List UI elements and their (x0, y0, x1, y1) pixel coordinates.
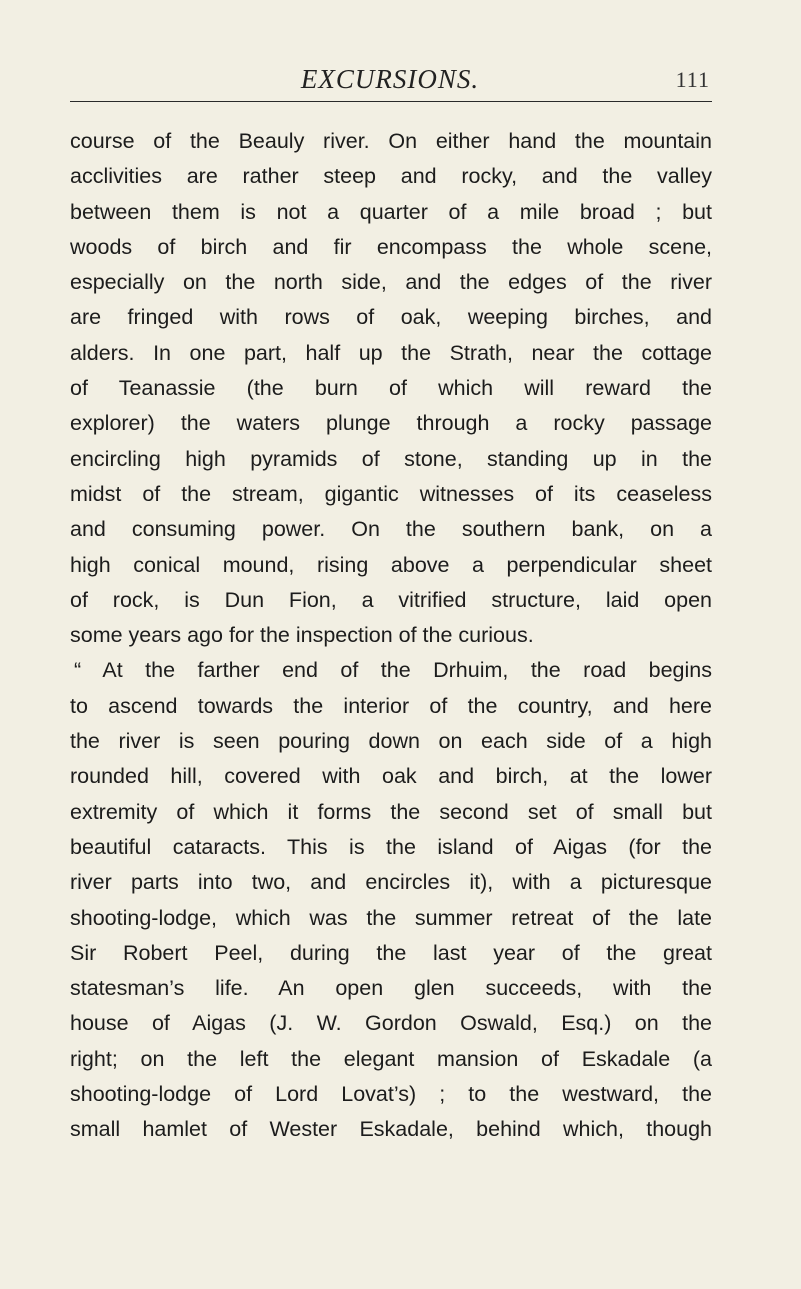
text-line: “ At the farther end of the Drhuim, the road begins (74, 658, 712, 683)
text-line: alders. In one part, half up the Strath, near the cottage (70, 340, 712, 365)
text-line: explorer) the waters plunge through a rocky passage (70, 411, 712, 436)
text-line: midst of the stream, gigantic witnesses of its ceaseless (70, 481, 712, 506)
text-line: are fringed with rows of oak, weeping birches, and (70, 305, 712, 330)
text-line: the river is seen pouring down on each side of a high (70, 729, 712, 754)
header-rule (70, 101, 712, 102)
text-line: high conical mound, rising above a perpendicular sheet (70, 552, 712, 577)
page-number: 111 (675, 67, 710, 92)
text-line: small hamlet of Wester Eskadale, behind which, though (70, 1117, 712, 1142)
text-line: to ascend towards the interior of the country, and here (70, 693, 712, 718)
text-line: statesman’s life. An open glen succeeds, with the (70, 976, 712, 1001)
text-line: shooting-lodge, which was the summer retreat of the late (70, 905, 712, 930)
text-line: some years ago for the inspection of the curious. (70, 623, 534, 648)
body-text (70, 124, 712, 1148)
text-line: course of the Beauly river. On either hand the mountain (70, 129, 712, 153)
text-line: right; on the left the elegant mansion of Eskadale (a (70, 1046, 712, 1071)
text-line: woods of birch and fir encompass the whole scene, (70, 234, 712, 259)
text-line: acclivities are rather steep and rocky, and the valley (70, 164, 712, 189)
text-line: extremity of which it forms the second set of small but (70, 799, 712, 824)
running-head (70, 64, 710, 100)
text-line: shooting-lodge of Lord Lovat’s) ; to the westward, the (70, 1082, 712, 1107)
text-line: of rock, is Dun Fion, a vitrified structure, laid open (70, 587, 712, 612)
text-line: house of Aigas (J. W. Gordon Oswald, Esq.) on the (70, 1011, 712, 1036)
text-line: rounded hill, covered with oak and birch, at the lower (70, 764, 712, 789)
text-line: encircling high pyramids of stone, standing up in the (70, 446, 712, 471)
text-line: of Teanassie (the burn of which will reward the (70, 376, 712, 401)
text-line: between them is not a quarter of a mile broad ; but (70, 199, 712, 224)
text-line: and consuming power. On the southern bank, on a (70, 517, 712, 542)
text-line: Sir Robert Peel, during the last year of the great (70, 940, 712, 965)
running-title: EXCURSIONS. (300, 64, 480, 94)
text-line: especially on the north side, and the edges of the river (70, 270, 712, 295)
text-line: river parts into two, and encircles it), with a picturesque (70, 870, 712, 895)
text-line: beautiful cataracts. This is the island of Aigas (for the (70, 834, 712, 859)
